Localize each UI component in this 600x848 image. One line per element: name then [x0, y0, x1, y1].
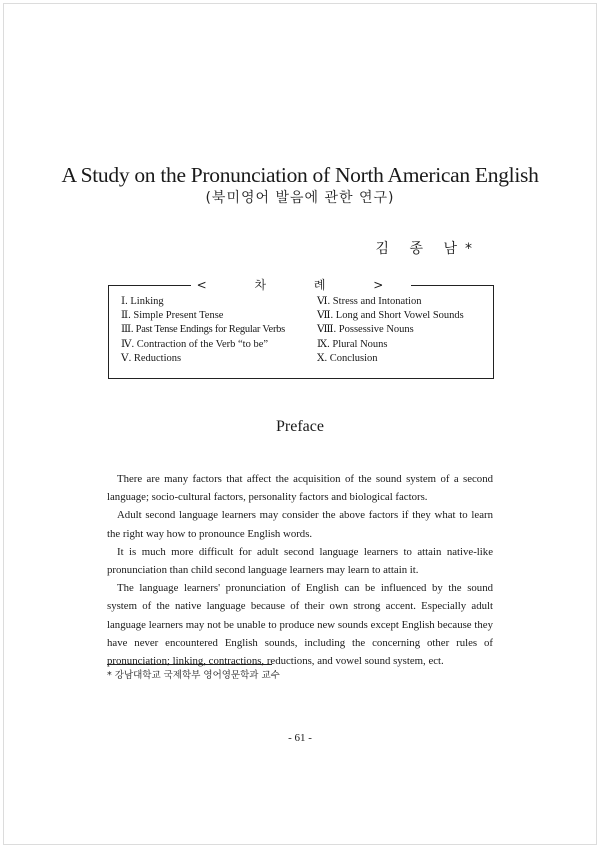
paragraph: The language learners' pronunciation of English can be influenced by the sound system of the native language because of their own strong accent. Especially adult language learners may not be unable to produce new sounds except English because they have never encountered English sounds, including the concerning other rules of pronunciation; linking, contractions, reductions, and vowel sound system, ect. — [107, 582, 493, 668]
footnote-divider — [107, 664, 272, 665]
paper-subtitle: (북미영어 발음에 관한 연구) — [205, 190, 395, 206]
paragraph: There are many factors that affect the acquisition of the sound system of a second language; socio-cultural factors, personality factors and biological factors. — [107, 473, 493, 504]
toc-item: Ⅶ. Long and Short Vowel Sounds — [317, 310, 464, 322]
section-title: Preface — [276, 418, 324, 435]
toc-right-column — [317, 295, 464, 366]
body-text — [107, 470, 493, 670]
footnote: * 강남대학교 국제학부 영어영문학과 교수 — [107, 670, 280, 681]
toc-item: Ⅰ. Linking — [121, 296, 164, 307]
toc-item: Ⅹ. Conclusion — [317, 352, 378, 364]
toc-item: Ⅷ. Possessive Nouns — [317, 324, 414, 336]
page-number: - 61 - — [288, 732, 312, 744]
toc-item: Ⅵ. Stress and Intonation — [317, 296, 422, 307]
toc-item: Ⅴ. Reductions — [121, 352, 182, 364]
paper-title: A Study on the Pronunciation of North American English — [61, 163, 539, 187]
author-name: 김 종 남* — [375, 241, 480, 257]
paragraph: Adult second language learners may consider the above factors if they what to learn the right way how to pronounce English words. — [107, 509, 493, 540]
toc-item: Ⅱ. Simple Present Tense — [121, 310, 224, 322]
table-of-contents — [108, 278, 494, 379]
toc-left-column — [121, 295, 285, 366]
toc-heading-label: < 차 례 > — [191, 278, 412, 292]
toc-item: Ⅲ. Past Tense Endings for Regular Verbs — [121, 324, 286, 336]
toc-item: Ⅳ. Contraction of the Verb “to be” — [121, 338, 269, 350]
paragraph: It is much more difficult for adult second language learners to attain native-like pronunciation than child second language learners may learn to attain it. — [107, 545, 493, 577]
toc-item: Ⅸ. Plural Nouns — [317, 338, 388, 350]
toc-heading — [109, 276, 493, 293]
